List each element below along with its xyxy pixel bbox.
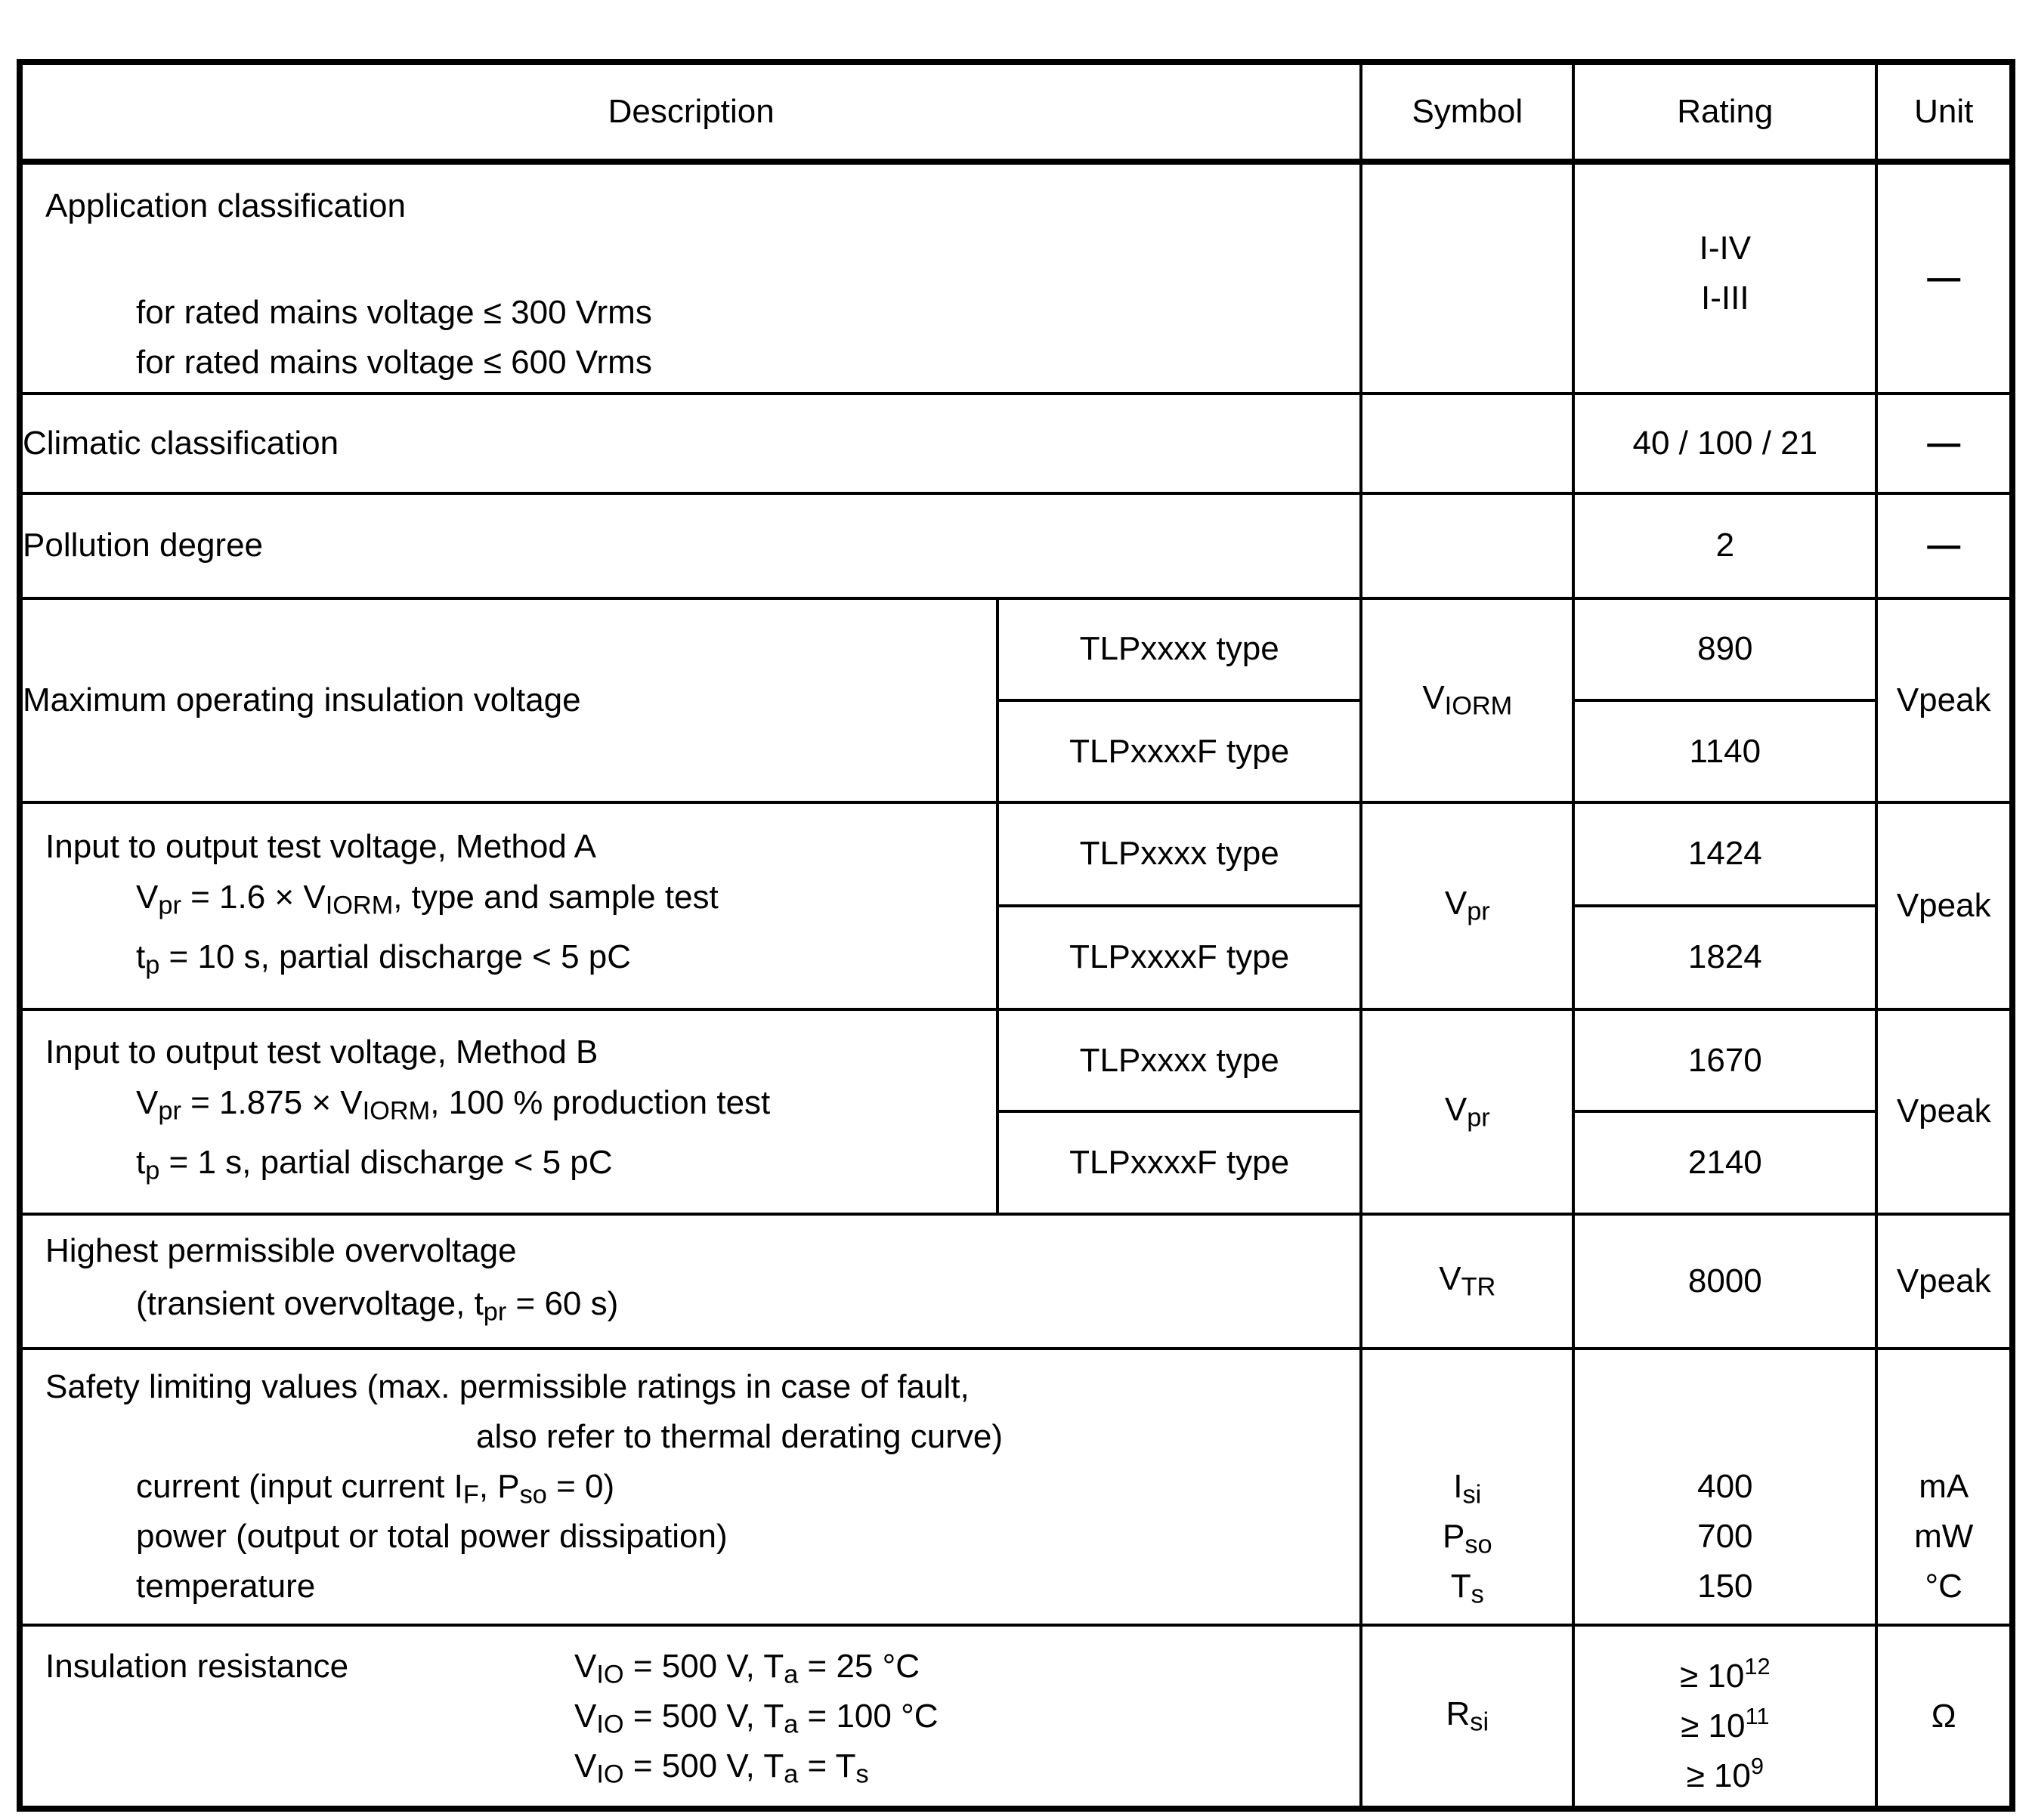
max-insulation-unit-cell: Vpeak	[1876, 598, 2012, 803]
method-b-symbol-cell: $V_{pr}$	[1361, 1009, 1573, 1214]
spacer	[1362, 1412, 1572, 1462]
max-insulation-type-std-cell: TLPxxxx type	[997, 598, 1361, 700]
climatic-rating-cell: 40 / 100 / 21	[1573, 394, 1876, 493]
col-header-unit: Unit	[1876, 62, 2012, 162]
safety-rating-cell	[1573, 1349, 1876, 1625]
method-b-unit-cell: Vpeak	[1876, 1009, 2012, 1214]
row-insulation-resistance	[20, 1625, 2012, 1809]
overvoltage-unit-cell: Vpeak	[1876, 1214, 2012, 1349]
application-rating-300: I-IV	[1699, 230, 1752, 267]
method-a-description-cell	[20, 802, 997, 1009]
safety-title-line1: Safety limiting values (max. permissible ratings in case of fault,	[45, 1368, 970, 1406]
insulation-resistance-cond1: $V_{IO} = 500$ V, $T_a = 25$ °C	[574, 1647, 920, 1689]
row-max-insulation-voltage	[20, 598, 2012, 700]
safety-title-line2: also refer to thermal derating curve)	[476, 1418, 1003, 1456]
safety-unit-power: mW	[1914, 1518, 1974, 1556]
application-unit-cell: —	[1876, 162, 2012, 394]
max-insulation-type-f-cell: TLPxxxxF type	[997, 700, 1361, 802]
col-header-description: Description	[20, 62, 1361, 162]
application-cond-600: for rated mains voltage ≤ 600 Vrms	[136, 344, 652, 382]
overvoltage-rating-cell: 8000	[1573, 1214, 1876, 1349]
pollution-symbol-cell	[1361, 493, 1573, 598]
climatic-unit-cell: —	[1876, 394, 2012, 493]
col-header-symbol: Symbol	[1361, 62, 1573, 162]
pollution-rating-cell: 2	[1573, 493, 1876, 598]
spacer	[1878, 1362, 2009, 1412]
safety-symbol-power: $P_{so}$	[1442, 1518, 1492, 1559]
method-b-rating-f-cell: 2140	[1573, 1111, 1876, 1213]
method-a-unit-cell: Vpeak	[1876, 802, 2012, 1009]
safety-description-cell	[20, 1349, 1361, 1625]
max-insulation-description-cell: Maximum operating insulation voltage	[20, 598, 997, 803]
safety-rating-current: 400	[1697, 1468, 1753, 1506]
method-a-type-f-cell: TLPxxxxF type	[997, 906, 1361, 1009]
row-application-classification	[20, 162, 2012, 394]
method-a-rating-std-cell: 1424	[1573, 802, 1876, 905]
safety-unit-current: mA	[1919, 1468, 1969, 1506]
spacer	[45, 1741, 574, 1791]
spacer	[1575, 1362, 1875, 1412]
method-b-description-cell	[20, 1009, 997, 1214]
method-b-title: Input to output test voltage, Method B	[45, 1034, 598, 1071]
spacer	[1878, 1412, 2009, 1462]
pollution-description-cell: Pollution degree	[20, 493, 1361, 598]
method-b-cond2: $t_p = 1$ s, partial discharge < 5 pC	[136, 1143, 613, 1185]
method-b-type-std-cell: TLPxxxx type	[997, 1009, 1361, 1111]
safety-symbol-temperature: $T_s$	[1450, 1568, 1484, 1609]
insulation-resistance-description-cell	[20, 1625, 1361, 1809]
row-test-voltage-method-a	[20, 802, 2012, 905]
application-rating-cell	[1573, 162, 1876, 394]
method-a-type-std-cell: TLPxxxx type	[997, 802, 1361, 905]
overvoltage-description-cell	[20, 1214, 1361, 1349]
method-a-symbol-cell: $V_{pr}$	[1361, 802, 1573, 1009]
safety-unit-cell	[1876, 1349, 2012, 1625]
safety-ratings-table	[17, 59, 2015, 1812]
safety-rating-power: 700	[1697, 1518, 1753, 1556]
application-cond-300: for rated mains voltage ≤ 300 Vrms	[136, 294, 652, 332]
safety-symbol-current: $I_{si}$	[1453, 1468, 1482, 1509]
insulation-resistance-cond3: $V_{IO} = 500$ V, $T_a = T_s$	[574, 1747, 869, 1789]
insulation-resistance-rating-cell	[1573, 1625, 1876, 1809]
method-a-rating-f-cell: 1824	[1573, 906, 1876, 1009]
insulation-resistance-title: Insulation resistance	[45, 1647, 349, 1685]
spacer	[45, 1692, 574, 1741]
application-title: Application classification	[45, 187, 406, 225]
row-pollution-degree	[20, 493, 2012, 598]
header-row	[20, 62, 2012, 162]
spacer	[1362, 1362, 1572, 1412]
insulation-resistance-cond2: $V_{IO} = 500$ V, $T_a = 100$ °C	[574, 1697, 939, 1739]
pollution-unit-cell: —	[1876, 493, 2012, 598]
insulation-resistance-symbol-cell: $R_{si}$	[1361, 1625, 1573, 1809]
safety-symbol-cell	[1361, 1349, 1573, 1625]
application-symbol-cell	[1361, 162, 1573, 394]
safety-rating-temperature: 150	[1697, 1568, 1753, 1605]
application-conditions	[23, 288, 1359, 388]
max-insulation-symbol-cell: $V_{IORM}$	[1361, 598, 1573, 803]
climatic-symbol-cell	[1361, 394, 1573, 493]
application-rating-600: I-III	[1701, 280, 1749, 317]
method-b-cond1: $V_{pr} = 1.875 \times V_{IORM}$, 100 % production test	[136, 1084, 771, 1126]
max-insulation-rating-std-cell: 890	[1573, 598, 1876, 700]
row-safety-limiting-values	[20, 1349, 2012, 1625]
row-climatic-classification	[20, 394, 2012, 493]
overvoltage-symbol-cell: $V_{TR}$	[1361, 1214, 1573, 1349]
safety-item-current: current (input current $I_F$, $P_{so} = 0$)	[136, 1468, 615, 1509]
climatic-description-cell: Climatic classification	[20, 394, 1361, 493]
safety-unit-temperature: °C	[1925, 1568, 1962, 1605]
row-highest-permissible-overvoltage	[20, 1214, 2012, 1349]
insulation-resistance-rating1: ≥ $10^{12}$	[1680, 1652, 1771, 1695]
spacer	[1575, 1412, 1875, 1462]
method-a-cond1: $V_{pr} = 1.6 \times V_{IORM}$, type and sample test	[136, 879, 719, 920]
method-a-title: Input to output test voltage, Method A	[45, 828, 596, 866]
insulation-resistance-rating3: ≥ $10^9$	[1686, 1752, 1764, 1794]
safety-item-power: power (output or total power dissipation)	[136, 1518, 728, 1556]
row-test-voltage-method-b	[20, 1009, 2012, 1111]
overvoltage-cond: (transient overvoltage, $t_{pr} = 60$ s)	[136, 1284, 619, 1327]
overvoltage-title: Highest permissible overvoltage	[45, 1231, 517, 1269]
application-description-cell	[20, 162, 1361, 394]
col-header-rating: Rating	[1573, 62, 1876, 162]
method-a-cond2: $t_p = 10$ s, partial discharge < 5 pC	[136, 938, 632, 980]
insulation-resistance-unit-cell: Ω	[1876, 1625, 2012, 1809]
safety-item-temperature: temperature	[136, 1568, 316, 1605]
method-b-type-f-cell: TLPxxxxF type	[997, 1111, 1361, 1213]
max-insulation-rating-f-cell: 1140	[1573, 700, 1876, 802]
method-b-rating-std-cell: 1670	[1573, 1009, 1876, 1111]
insulation-resistance-rating2: ≥ $10^{11}$	[1681, 1702, 1770, 1744]
